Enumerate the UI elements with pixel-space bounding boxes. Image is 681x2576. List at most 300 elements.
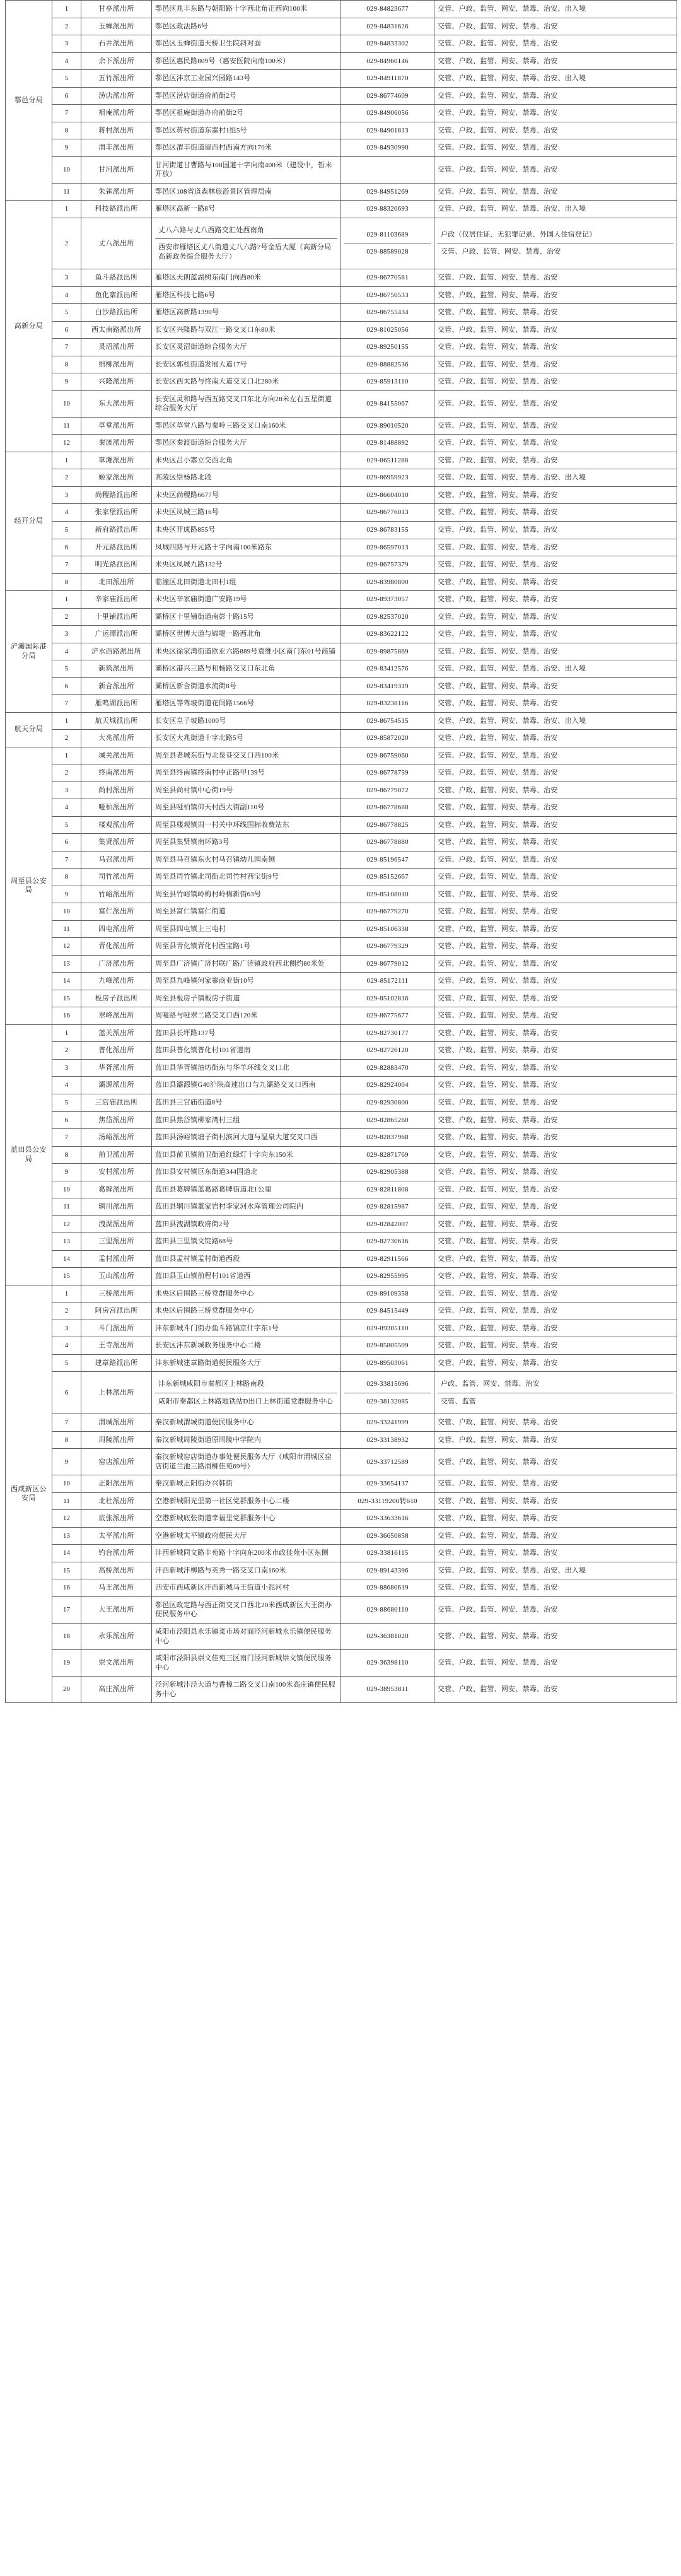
station-phone-cell: 029-86770581: [341, 269, 434, 287]
row-index-cell: 7: [52, 105, 81, 122]
station-phone-cell: 029-88680110: [341, 1596, 434, 1623]
station-phone-cell: 029-82871769: [341, 1146, 434, 1164]
station-phone-cell: 029-85106338: [341, 920, 434, 938]
row-index-cell: 1: [52, 201, 81, 218]
station-address-cell: 沣西新城同文路丰苑路十字向东200米市政佳苑小区东侧: [152, 1545, 341, 1562]
station-phone-cell: 029-82726120: [341, 1042, 434, 1060]
table-row: [6, 782, 677, 799]
row-index-cell: 16: [52, 1579, 81, 1597]
row-index-cell: 9: [52, 886, 81, 903]
bureau-cell: 周至县公安局: [6, 747, 52, 1024]
station-phone-cell: 029-33815696: [344, 1376, 431, 1393]
row-index-cell: 20: [52, 1677, 81, 1703]
table-row: [6, 1007, 677, 1025]
station-address-cell: 周至县司竹镇北司街北司竹村西宝街9号: [152, 869, 341, 886]
station-address-cell: 雁塔区等驾坡街道花间路1566号: [152, 695, 341, 713]
station-name-cell: 王寺派出所: [81, 1337, 152, 1355]
row-index-cell: 3: [52, 1320, 81, 1337]
row-index-cell: 16: [52, 1007, 81, 1025]
station-name-cell: 新筑派出所: [81, 660, 152, 678]
station-services-cell: 交管、户政、监管、网安、禁毒、治安: [434, 105, 677, 122]
table-row: [6, 417, 677, 435]
row-index-cell: 7: [52, 1129, 81, 1147]
table-row: [6, 973, 677, 990]
station-services-cell: 交管、户政、监管、网安、禁毒、治安: [434, 886, 677, 903]
station-address-cell: 鄠邑区渭丰街道留西村西南方向170米: [152, 139, 341, 157]
station-address-cell: 鄠邑区沣京工业园兴园路143号: [152, 70, 341, 88]
station-services-cell: 交管、户政、监管、网安、禁毒、治安: [434, 122, 677, 139]
row-index-cell: 4: [52, 504, 81, 522]
station-name-cell: 西太南路派出所: [81, 321, 152, 339]
station-address-cell: 周至县终南镇终南村中正路甲139号: [152, 764, 341, 782]
station-address-cell: 周至县广济镇广济村联广路广济镇政府西北侧约80米处: [152, 955, 341, 973]
table-row: [6, 903, 677, 921]
station-phone-cell: 029-84951269: [341, 183, 434, 201]
station-services-cell: 交管、户政、监管、网安、禁毒、治安: [434, 486, 677, 504]
table-row: [6, 356, 677, 373]
row-index-cell: 3: [52, 35, 81, 53]
table-row: [6, 608, 677, 626]
station-services-cell: 交管、户政、监管、网安、禁毒、治安: [434, 339, 677, 356]
station-services-cell: 交管、户政、监管、网安、禁毒、治安: [434, 1024, 677, 1042]
station-name-cell: 青化派出所: [81, 938, 152, 956]
station-services-cell: 交管、户政、监管、网安、禁毒、治安: [434, 269, 677, 287]
station-address-cell: 雁塔区高新路1390号: [152, 304, 341, 322]
table-row: [6, 626, 677, 643]
row-index-cell: 4: [52, 799, 81, 817]
row-index-cell: 5: [52, 816, 81, 834]
station-name-cell: 张家堡派出所: [81, 504, 152, 522]
row-index-cell: 9: [52, 139, 81, 157]
station-phone-cell: 029-36381020: [341, 1623, 434, 1649]
table-row: [6, 390, 677, 417]
table-row: [6, 1164, 677, 1181]
table-row: [6, 156, 677, 183]
station-services-cell: 交管、户政、监管、网安、禁毒、治安、出入境: [434, 70, 677, 88]
table-row: [6, 218, 677, 269]
station-name-cell: 斗门派出所: [81, 1320, 152, 1337]
station-phone-cell: 029-82905388: [341, 1164, 434, 1181]
station-services-cell: 交管、户政、监管、网安、禁毒、治安: [434, 851, 677, 869]
station-name-cell: 渭丰派出所: [81, 139, 152, 157]
station-services-cell: 交管、户政、监管、网安、禁毒、治安、出入境: [434, 660, 677, 678]
row-index-cell: 2: [52, 1303, 81, 1320]
station-phone-cell: 029-85172111: [341, 973, 434, 990]
table-row: [6, 1129, 677, 1147]
row-index-cell: 1: [52, 747, 81, 764]
station-phone-cell: 029-86783155: [341, 521, 434, 539]
station-address-cell: 灞桥区港兴三路与和畅路交叉口东北角: [152, 660, 341, 678]
station-services-cell: 交管、户政、监管、网安、禁毒、治安: [434, 539, 677, 556]
table-row: [6, 712, 677, 730]
station-name-cell: 三里派出所: [81, 1233, 152, 1251]
station-address-cell: 秦汉新城渭城街道便民服务中心: [152, 1414, 341, 1432]
station-phone-cell: 029-33633616: [341, 1510, 434, 1528]
row-index-cell: 5: [52, 521, 81, 539]
station-services-cell: 交管、户政、监管、网安、禁毒、治安: [434, 1077, 677, 1094]
station-name-cell: 新合派出所: [81, 677, 152, 695]
station-services-cell: 交管、户政、监管、网安、禁毒、治安: [434, 18, 677, 35]
station-services-cell: 交管、户政、监管、网安、禁毒、治安: [434, 1414, 677, 1432]
station-phone-cell: 029-82955995: [341, 1268, 434, 1285]
station-phone-cell: 029-33241999: [341, 1414, 434, 1432]
row-index-cell: 6: [52, 834, 81, 852]
station-name-cell: 辛家庙派出所: [81, 591, 152, 609]
station-address-cell: 雁塔区高新一路8号: [152, 201, 341, 218]
station-name-cell: 姬家派出所: [81, 469, 152, 487]
station-address-cell: 咸阳市泾阳县永乐镇菜市场对面泾河新城永乐镇便民服务中心: [152, 1623, 341, 1649]
table-row: [6, 938, 677, 956]
row-index-cell: 2: [52, 730, 81, 747]
station-phone-cell: 029-85872020: [341, 730, 434, 747]
station-name-cell: 浐水西路派出所: [81, 643, 152, 660]
station-name-cell: 雁鸣湖派出所: [81, 695, 152, 713]
station-phone-cell: 029-86754515: [341, 712, 434, 730]
station-services-cell: 交管、户政、监管、网安、禁毒、治安: [434, 139, 677, 157]
station-address-cell: 沣东新城咸阳市秦都区上林路南段: [155, 1376, 337, 1393]
station-name-cell: 正阳派出所: [81, 1475, 152, 1493]
table-row: [6, 269, 677, 287]
station-name-cell: 朱雀派出所: [81, 183, 152, 201]
row-index-cell: 11: [52, 1198, 81, 1216]
table-row: [6, 677, 677, 695]
station-address-cell: 周至县四屯镇上三屯村: [152, 920, 341, 938]
station-name-cell: 辋川派出所: [81, 1198, 152, 1216]
table-row: [6, 339, 677, 356]
station-phone-cell: 029-84930990: [341, 139, 434, 157]
station-phone-cell: 029-89250155: [341, 339, 434, 356]
station-address-cell: 空港新城阳光里第一社区党群服务中心二楼: [152, 1492, 341, 1510]
station-services-cell: 交管、户政、监管、网安、禁毒、治安: [434, 390, 677, 417]
station-name-cell: 十里铺派出所: [81, 608, 152, 626]
station-services-cell: 交管、户政、监管、网安、禁毒、治安、出入境: [434, 201, 677, 218]
station-services-cell: 交管、户政、监管、网安、禁毒、治安: [434, 1449, 677, 1475]
station-name-cell: 祖庵派出所: [81, 105, 152, 122]
row-index-cell: 12: [52, 938, 81, 956]
bureau-cell: 航天分局: [6, 712, 52, 747]
station-address-cell: 未央区尚稷路6677号: [152, 486, 341, 504]
station-phone-cell: 029-82924004: [341, 1077, 434, 1094]
table-row: [6, 1414, 677, 1432]
station-services-cell: 交管、户政、监管、网安、禁毒、治安: [434, 304, 677, 322]
station-address-cell: 周至县集贤镇南环路3号: [152, 834, 341, 852]
station-phone-cell: 029-86779329: [341, 938, 434, 956]
station-name-cell: 孟村派出所: [81, 1250, 152, 1268]
station-services-cell: 交管、户政、监管、网安、禁毒、治安: [434, 286, 677, 304]
station-name-cell: 鱼斗路派出所: [81, 269, 152, 287]
table-row: [6, 122, 677, 139]
station-services-cell: 交管、户政、监管、网安、禁毒、治安: [434, 730, 677, 747]
table-row: [6, 747, 677, 764]
station-phone-cell: 029-83419319: [341, 677, 434, 695]
station-address-cell: 空港新城底张街道幸福里党群服务中心: [152, 1510, 341, 1528]
station-address-cell: 秦汉新城窑店街道办事处便民服务大厅（咸阳市渭城区窑店街道兰池三路渭柳佳苑69号）: [152, 1449, 341, 1475]
station-phone-cell: 029-82815987: [341, 1198, 434, 1216]
row-index-cell: 6: [52, 1372, 81, 1414]
station-phone-cell: 029-86511288: [341, 452, 434, 469]
table-row: [6, 321, 677, 339]
station-services-cell: 交管、户政、监管、网安、禁毒、治安: [434, 695, 677, 713]
station-address-cell: 长安区大兆街道十字北路5号: [152, 730, 341, 747]
station-services-cell: 交管、监管: [441, 1397, 476, 1405]
table-row: [6, 1492, 677, 1510]
table-row: [6, 539, 677, 556]
table-row: [6, 1094, 677, 1112]
station-address-cell: 蓝田县普化镇普化村101省道南: [152, 1042, 341, 1060]
station-name-cell: 甘亭派出所: [81, 1, 152, 18]
table-row: [6, 1181, 677, 1198]
station-address-cell: 蓝田县汤峪镇塘子街村滨河大道与温泉大道交叉口西: [152, 1129, 341, 1147]
station-address-cell: 周至县青化镇青化村西宝路1号: [152, 938, 341, 956]
station-address-cell: 蓝田县玉山镇前程村101省道西: [152, 1268, 341, 1285]
station-services-cell: 交管、户政、监管、网安、禁毒、治安: [434, 1198, 677, 1216]
bureau-cell: 西咸新区公安局: [6, 1285, 52, 1702]
police-station-table: [5, 0, 677, 1703]
station-address-cell: 长安区皇子坡路1000号: [152, 712, 341, 730]
station-name-cell: 马王派出所: [81, 1579, 152, 1597]
station-address-cell: 鄠邑区蒋村街道东寨村1组5号: [152, 122, 341, 139]
station-phone-cell: 029-84823677: [341, 1, 434, 18]
row-index-cell: 1: [52, 1024, 81, 1042]
station-services-cell: 交管、户政、监管、网安、禁毒、治安: [434, 1059, 677, 1077]
table-row: [6, 1449, 677, 1475]
station-services-cell: 交管、户政、监管、网安、禁毒、治安: [434, 1545, 677, 1562]
phone-subgroup: [341, 218, 434, 269]
row-index-cell: 4: [52, 1077, 81, 1094]
station-phone-cell: 029-86778880: [341, 834, 434, 852]
row-index-cell: 5: [52, 1094, 81, 1112]
station-phone-cell: 029-84515449: [341, 1303, 434, 1320]
table-row: [6, 504, 677, 522]
row-index-cell: 1: [52, 591, 81, 609]
station-services-cell: 交管、户政、监管、网安、禁毒、治安: [434, 435, 677, 452]
station-address-cell: 蓝田县三里镇文锭路68号: [152, 1233, 341, 1251]
station-services-cell: 交管、户政、监管、网安、禁毒、治安: [434, 573, 677, 591]
row-index-cell: 10: [52, 903, 81, 921]
station-phone-cell: 029-89503061: [341, 1354, 434, 1372]
station-phone-cell: 029-83980800: [341, 573, 434, 591]
station-name-cell: 明光路派出所: [81, 556, 152, 574]
station-address-cell: 周至县竹峪镇岭梅村岭梅新街63号: [152, 886, 341, 903]
table-row: [6, 556, 677, 574]
station-address-cell: 丈八六路与丈八西路交汇处西南角: [155, 222, 337, 239]
station-services-cell: 交管、户政、监管、网安、禁毒、治安: [434, 321, 677, 339]
station-phone-cell: 029-85196547: [341, 851, 434, 869]
station-address-cell: 蓝田县孟村镇孟村街道西段: [152, 1250, 341, 1268]
station-services-cell: 交管、户政、监管、网安、禁毒、治安、出入境: [434, 1, 677, 18]
row-index-cell: 7: [52, 851, 81, 869]
station-address-cell: 鄠邑区108省道森林旅游景区管理局南: [152, 183, 341, 201]
station-address-cell: 长安区西太路与终南大道交叉口北280米: [152, 373, 341, 391]
station-services-cell: 交管、户政、监管、网安、禁毒、治安: [434, 1650, 677, 1677]
station-name-cell: 玉山派出所: [81, 1268, 152, 1285]
station-phone-cell: 029-88680619: [341, 1579, 434, 1597]
station-name-cell: 高桥派出所: [81, 1562, 152, 1579]
station-address-cell: 长安区沣东新城政务服务中心二楼: [152, 1337, 341, 1355]
row-index-cell: 3: [52, 626, 81, 643]
station-address-cell: 雁塔区天朗蓝湖树东南门向西80米: [152, 269, 341, 287]
station-address-cell: 沣东新城斗门街办鱼斗路镐京什字东1号: [152, 1320, 341, 1337]
table-row: [6, 1650, 677, 1677]
row-index-cell: 6: [52, 677, 81, 695]
row-index-cell: 6: [52, 87, 81, 105]
station-services-cell: 交管、户政、监管、网安、禁毒、治安: [434, 1215, 677, 1233]
station-services-cell: 交管、户政、监管、网安、禁毒、治安: [434, 782, 677, 799]
station-services-cell: 交管、户政、监管、网安、禁毒、治安: [434, 1510, 677, 1528]
station-address-cell: 灞桥区世博大道与锦堤一路西北角: [152, 626, 341, 643]
station-phone-cell: 029-38132085: [366, 1397, 409, 1405]
station-address-cell: 鄠邑区祖庵街道办府前街2号: [152, 105, 341, 122]
row-index-cell: 8: [52, 122, 81, 139]
station-name-cell: 开元路派出所: [81, 539, 152, 556]
station-address-cell: 周至县板房子镇板房子街道: [152, 990, 341, 1007]
station-address-cell: 未央区吕小寨立交西北角: [152, 452, 341, 469]
station-phone-cell: 029-86774609: [341, 87, 434, 105]
bureau-cell: 高新分局: [6, 201, 52, 452]
station-name-cell: 司竹派出所: [81, 869, 152, 886]
station-services-cell: 交管、户政、监管、网安、禁毒、治安: [434, 1268, 677, 1285]
station-address-cell: 周至县老城东街与北泉巷交叉口西100米: [152, 747, 341, 764]
station-services-cell: 交管、户政、监管、网安、禁毒、治安: [434, 1146, 677, 1164]
station-services-cell: 交管、户政、监管、网安、禁毒、治安: [434, 356, 677, 373]
table-row: [6, 521, 677, 539]
station-services-cell: 交管、户政、监管、网安、禁毒、治安: [434, 1320, 677, 1337]
station-address-cell: 沣西新城沣柳路与英秀一路交叉口南160米: [152, 1562, 341, 1579]
station-address-cell: 蓝田县葛牌镇蓝葛路葛牌街道北1公里: [152, 1181, 341, 1198]
station-address-cell: 西安市雁塔区丈八街道丈八六路7号金盾大厦（高新分局高新政务综合服务大厅）: [158, 243, 332, 261]
row-index-cell: 1: [52, 1285, 81, 1303]
station-name-cell: 灞源派出所: [81, 1077, 152, 1094]
station-services-cell: 交管、户政、监管、网安、禁毒、治安: [434, 1007, 677, 1025]
station-address-cell: 甘河街道甘曹路与108国道十字向南400米（建设中，暂未开放）: [152, 156, 341, 183]
station-services-cell: 交管、户政、监管、网安、禁毒、治安: [434, 1579, 677, 1597]
table-row: [6, 1337, 677, 1355]
station-name-cell: 钓台派出所: [81, 1545, 152, 1562]
station-phone-cell: 029-86778688: [341, 799, 434, 817]
station-address-cell: 咸阳市秦都区上林路地铁站D出口上林街道党群服务中心: [158, 1397, 333, 1405]
row-index-cell: 1: [52, 1, 81, 18]
station-services-cell: 交管、户政、监管、网安、禁毒、治安: [434, 1431, 677, 1449]
station-address-cell: 周至县尚村镇中心街19号: [152, 782, 341, 799]
station-address-cell: 鄠邑区兆丰东路与朝阳路十字西北角正西向100米: [152, 1, 341, 18]
row-index-cell: 1: [52, 712, 81, 730]
station-phone-cell: 029-86779072: [341, 782, 434, 799]
table-row: [6, 1303, 677, 1320]
station-address-cell: 鄠邑区草堂八路与秦岭三路交叉口南160米: [152, 417, 341, 435]
row-index-cell: 4: [52, 286, 81, 304]
row-index-cell: 14: [52, 1250, 81, 1268]
table-row: [6, 18, 677, 35]
station-services-cell: 交管、户政、监管、网安、禁毒、治安、出入境: [434, 469, 677, 487]
station-services-cell: 交管、户政、监管、网安、禁毒、治安: [434, 1475, 677, 1493]
table-row: [6, 373, 677, 391]
station-phone-cell: 029-81025056: [341, 321, 434, 339]
row-index-cell: 13: [52, 1233, 81, 1251]
station-name-cell: 白沙路派出所: [81, 304, 152, 322]
station-name-cell: 楼观派出所: [81, 816, 152, 834]
station-phone-cell: 029-86778825: [341, 816, 434, 834]
station-phone-cell: 029-88320693: [341, 201, 434, 218]
row-index-cell: 14: [52, 973, 81, 990]
row-index-cell: 15: [52, 990, 81, 1007]
row-index-cell: 7: [52, 1414, 81, 1432]
station-phone-cell: 029-33654137: [341, 1475, 434, 1493]
station-name-cell: 细柳派出所: [81, 356, 152, 373]
station-address-cell: 蓝田县洩湖镇政府街2号: [152, 1215, 341, 1233]
station-address-cell: 周哑路与哑翠二路交叉口西120米: [152, 1007, 341, 1025]
station-address-cell: 蓝田县安村镇巨东街道344国道北: [152, 1164, 341, 1181]
row-index-cell: 1: [52, 452, 81, 469]
station-name-cell: 集贤派出所: [81, 834, 152, 852]
station-address-cell: 未央区开成路855号: [152, 521, 341, 539]
row-index-cell: 8: [52, 573, 81, 591]
station-address-cell: 未央区徐家湾街道欧亚六路889号袁维小区南门东01号商铺: [152, 643, 341, 660]
station-name-cell: 新府路派出所: [81, 521, 152, 539]
station-phone-cell: [341, 156, 434, 183]
station-name-cell: 九峰派出所: [81, 973, 152, 990]
row-index-cell: 3: [52, 269, 81, 287]
station-phone-cell: 029-83622122: [341, 626, 434, 643]
station-address-cell: 蓝田县长坪路137号: [152, 1024, 341, 1042]
station-services-cell: 户政（仅居住证、无犯罪记录、外国人住宿登记）: [438, 226, 673, 243]
station-services-cell: 交管、户政、监管、网安、禁毒、治安: [434, 417, 677, 435]
table-row: [6, 52, 677, 70]
station-name-cell: 丈八派出所: [81, 218, 152, 269]
station-phone-cell: 029-84831626: [341, 18, 434, 35]
station-services-cell: 交管、户政、监管、网安、禁毒、治安: [434, 1181, 677, 1198]
station-address-cell: 鄠邑区玉蝉街道天桥卫生院斜对面: [152, 35, 341, 53]
station-address-cell: 灞桥区新合街道水流街8号: [152, 677, 341, 695]
station-phone-cell: 029-86779270: [341, 903, 434, 921]
station-phone-cell: 029-86778759: [341, 764, 434, 782]
station-name-cell: 华胥派出所: [81, 1059, 152, 1077]
table-row: [6, 591, 677, 609]
table-row: [6, 1475, 677, 1493]
table-row: [6, 1233, 677, 1251]
table-row: [6, 1215, 677, 1233]
row-index-cell: 14: [52, 1545, 81, 1562]
table-row: [6, 70, 677, 88]
station-services-cell: 交管、户政、监管、网安、禁毒、治安: [434, 52, 677, 70]
table-row: [6, 469, 677, 487]
station-address-cell: 咸阳市泾阳县崇文佳苑三区南门泾河新城崇文镇便民服务中心: [152, 1650, 341, 1677]
table-row: [6, 201, 677, 218]
table-row: [6, 1059, 677, 1077]
row-index-cell: 3: [52, 486, 81, 504]
station-name-cell: 终南派出所: [81, 764, 152, 782]
station-name-cell: 北杜派出所: [81, 1492, 152, 1510]
table-row: [6, 834, 677, 852]
station-name-cell: 翠峰派出所: [81, 1007, 152, 1025]
station-name-cell: 永乐派出所: [81, 1623, 152, 1649]
station-address-cell: 蓝田县灞源镇G40沪陕高速出口与九灞路交叉口西南: [152, 1077, 341, 1094]
station-services-cell: 交管、户政、监管、网安、禁毒、治安: [434, 591, 677, 609]
station-address-cell: 周至县马召镇东火村马召镇幼儿园南侧: [152, 851, 341, 869]
table-row: [6, 660, 677, 678]
row-index-cell: 7: [52, 556, 81, 574]
station-name-cell: 灵沼派出所: [81, 339, 152, 356]
station-name-cell: 窑店派出所: [81, 1449, 152, 1475]
station-phone-cell: 029-33138932: [341, 1431, 434, 1449]
station-name-cell: 阿房宫派出所: [81, 1303, 152, 1320]
station-address-cell: 鄠邑区涝店街道府前街2号: [152, 87, 341, 105]
station-services-cell: 交管、户政、监管、网安、禁毒、治安: [434, 183, 677, 201]
table-row: [6, 851, 677, 869]
table-row: [6, 1431, 677, 1449]
station-name-cell: 马召派出所: [81, 851, 152, 869]
station-name-cell: 蓝关派出所: [81, 1024, 152, 1042]
table-row: [6, 886, 677, 903]
